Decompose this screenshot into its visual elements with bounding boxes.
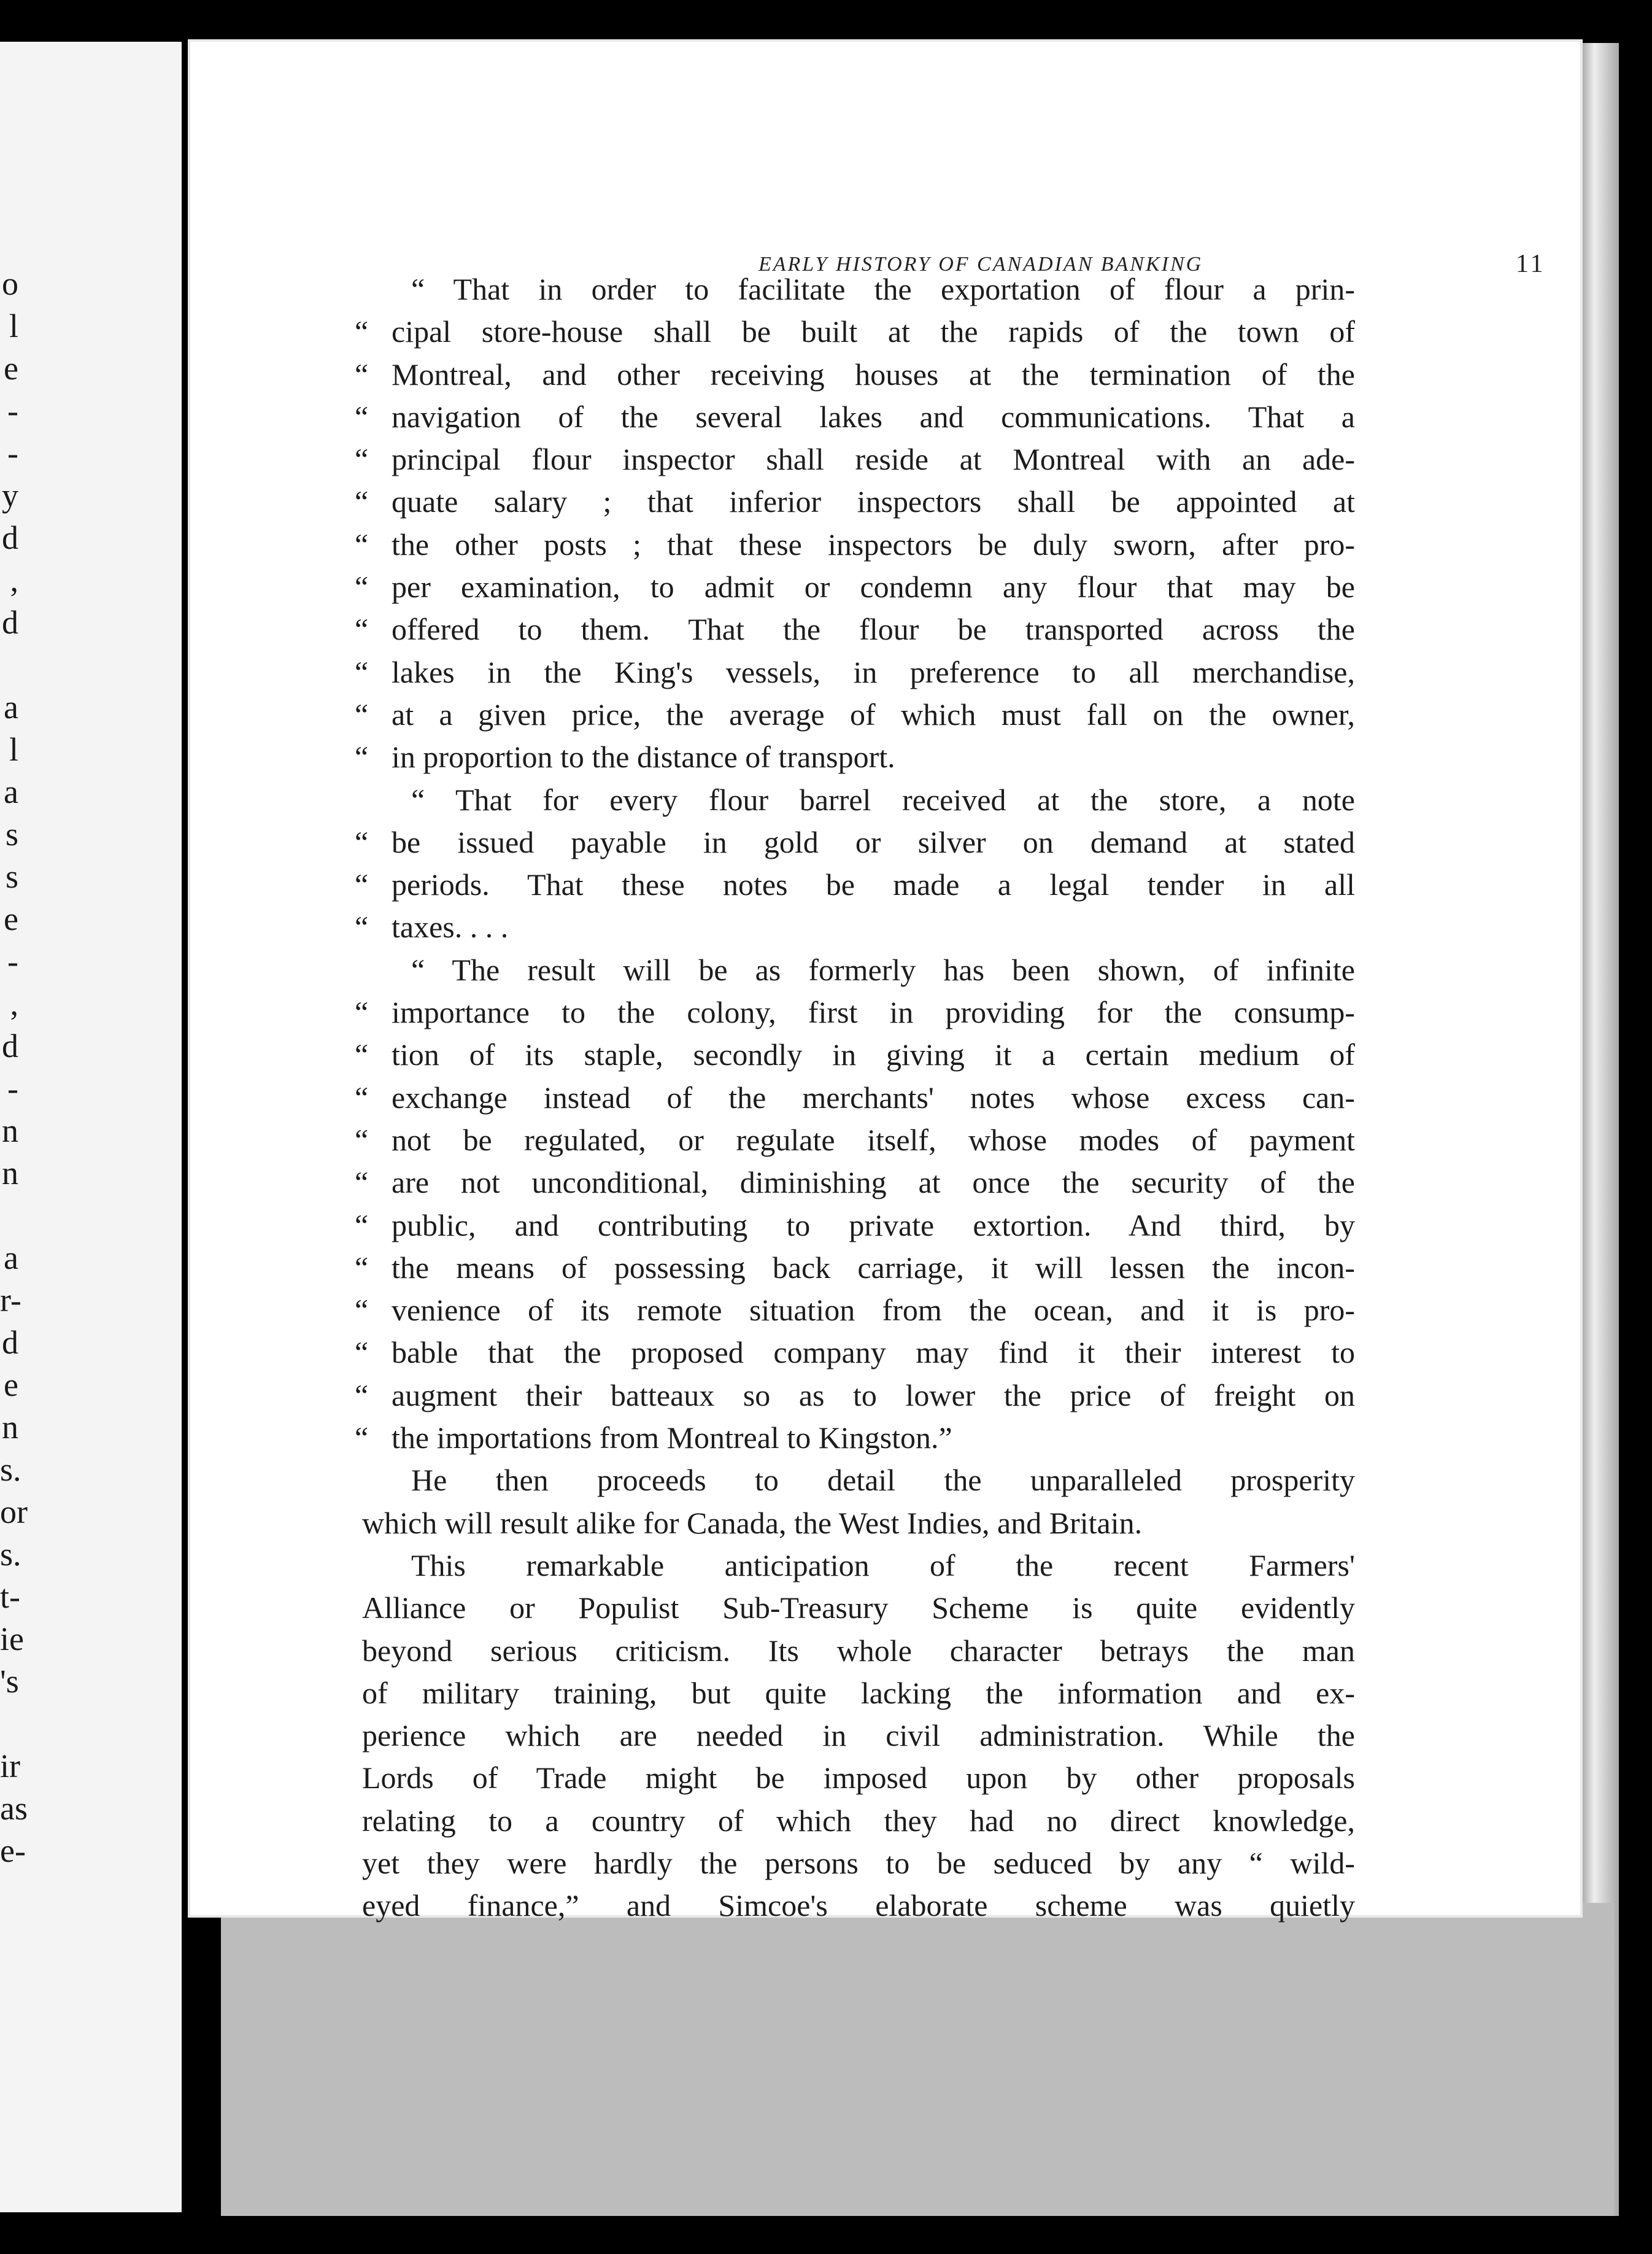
text-line [362,779,1355,821]
left-page-fragment: s [5,816,18,853]
line-text: which will result alike for Canada, the West Indies, and Britain. [362,1505,1143,1540]
left-page-fragment: s [5,858,18,895]
line-text: periods. That these notes be made a legal tender in all [392,867,1355,902]
line-text: Lords of Trade might be imposed upon by other proposals [362,1760,1355,1795]
text-line [355,1161,1355,1204]
quote-mark: “ [355,442,369,477]
left-page-fragment: y [2,477,18,514]
line-text: cipal store-house shall be built at the rapids of the town of [392,314,1355,349]
text-line [355,311,1355,353]
line-text: quate salary ; that inferior inspectors shall be appointed at [392,484,1355,519]
text-line [355,1417,1355,1459]
paragraph [355,949,1355,1460]
line-text: Montreal, and other receiving houses at the termination of the [392,357,1355,392]
paragraph [362,1544,1355,1927]
left-page-fragment: e [4,350,18,387]
quote-mark: “ [355,910,369,945]
left-page-fragment: e [4,1366,18,1403]
text-line [355,354,1355,396]
line-text: of military training, but quite lacking the information and ex- [362,1675,1355,1710]
left-page-edge [0,42,182,2212]
text-line [362,1630,1355,1672]
text-line [355,864,1355,906]
left-page-fragment: 's [0,1663,19,1700]
line-text: He then proceeds to detail the unparalleled prosperity [411,1463,1355,1498]
quote-mark: “ [355,1207,369,1242]
left-page-fragment: s. [0,1451,21,1488]
left-page-fragment: d [2,1324,18,1361]
quote-mark: “ [355,740,369,775]
line-text: the importations from Montreal to Kingston.” [392,1420,952,1455]
left-page-fragment: - [7,392,18,429]
line-text: in proportion to the distance of transport. [392,740,895,775]
text-line [355,906,1355,948]
text-line [355,566,1355,608]
left-page-fragment [0,1703,18,1745]
quote-mark: “ [355,1250,369,1285]
text-line [362,1502,1355,1544]
line-text: public, and contributing to private extortion. And third, by [392,1207,1355,1242]
line-text: lakes in the King's vessels, in preference to all merchandise, [392,654,1355,689]
quote-mark: “ [355,314,369,349]
text-line [355,524,1355,566]
text-line [362,1757,1355,1799]
line-text: relating to a country of which they had no direct knowledge, [362,1803,1355,1838]
text-line [355,396,1355,438]
line-text: offered to them. That the flour be transported across the [392,612,1355,647]
page-stack-bottom-edge [221,1903,1614,2216]
line-text: navigation of the several lakes and communications. That a [392,399,1355,434]
text-line [355,608,1355,651]
text-line [355,1077,1355,1119]
text-line [355,991,1355,1034]
line-text: importance to the colony, first in providing for the consump- [392,995,1355,1030]
left-page-fragment: d [2,604,18,641]
text-line [362,1587,1355,1629]
left-page-text-fragments [0,263,28,1872]
text-line [355,438,1355,481]
left-page-fragment: or [0,1493,28,1530]
text-line [355,736,1355,778]
text-line [362,1672,1355,1714]
text-line [355,1247,1355,1289]
quote-mark: “ [355,357,369,392]
line-text: perience which are needed in civil administration. While the [362,1718,1355,1753]
left-page-fragment: l [9,308,18,344]
left-page-fragment: as [0,1790,28,1827]
text-line [355,1034,1355,1076]
left-page-fragment: - [7,435,18,471]
text-line [362,1459,1355,1501]
line-text: tion of its staple, secondly in giving it a certain medium of [392,1037,1355,1072]
text-line [355,821,1355,864]
line-text: Alliance or Populist Sub-Treasury Scheme is quite evidently [362,1590,1355,1625]
line-text: venience of its remote situation from the ocean, and it is pro- [392,1293,1355,1328]
left-page-fragment: a [4,689,18,726]
left-page-fragment: n [2,1155,18,1191]
text-line [355,694,1355,736]
line-text: augment their batteaux so as to lower the price of freight on [392,1377,1355,1412]
line-text: beyond serious criticism. Its whole character betrays the man [362,1633,1355,1668]
left-page-fragment: e- [0,1832,26,1869]
body-text [355,268,1355,1927]
text-line [355,1119,1355,1161]
quote-mark: “ [355,1037,369,1072]
running-head: EARLY HISTORY OF CANADIAN BANKING [758,253,1203,276]
quote-mark: “ [355,1165,369,1200]
left-page-fragment [0,1195,18,1237]
left-page-fragment: d [2,1028,18,1064]
quote-mark: “ [355,697,369,732]
text-line [355,481,1355,523]
line-text: are not unconditional, diminishing at once the security of the [392,1165,1355,1200]
left-page-fragment: , [10,985,18,1022]
quote-mark: “ [355,570,369,605]
quote-mark: “ [355,484,369,519]
text-line [362,1842,1355,1884]
left-page-fragment: a [4,1239,18,1276]
text-line [355,1374,1355,1417]
line-text: “ The result will be as formerly has been shown, of infinite [411,952,1355,987]
quote-mark: “ [355,399,369,434]
line-text: not be regulated, or regulate itself, whose modes of payment [392,1122,1355,1157]
paragraph [362,1459,1355,1544]
line-text: yet they were hardly the persons to be seduced by any “ wild- [362,1845,1355,1880]
line-text: “ That in order to facilitate the exportation of flour a prin- [411,272,1355,306]
line-text: principal flour inspector shall reside at Montreal with an ade- [392,442,1355,477]
quote-mark: “ [355,1293,369,1328]
paragraph [355,779,1355,949]
line-text: be issued payable in gold or silver on demand at stated [392,824,1355,859]
left-page-fragment: ir [0,1748,20,1784]
left-page-fragment: ie [0,1621,24,1657]
left-page-fragment: r- [0,1282,21,1319]
quote-mark: “ [355,995,369,1030]
quote-mark: “ [355,612,369,647]
line-text: This remarkable anticipation of the recent Farmers' [411,1547,1355,1582]
text-line [355,1204,1355,1247]
left-page-fragment: n [2,1112,18,1149]
line-text: taxes. . . . [392,910,509,945]
quote-mark: “ [355,1335,369,1370]
text-line [362,1714,1355,1757]
quote-mark: “ [355,527,369,562]
text-line [355,651,1355,694]
left-page-fragment: n [2,1409,18,1446]
text-line [362,949,1355,991]
left-page-fragment: s. [0,1536,21,1573]
line-text: the other posts ; that these inspectors be duly sworn, after pro- [392,527,1355,562]
quote-mark: “ [355,654,369,689]
quote-mark: “ [355,867,369,902]
line-text: eyed finance,” and Simcoe's elaborate scheme was quietly [362,1888,1355,1923]
line-text: “ That for every flour barrel received at the store, a note [411,782,1355,817]
line-text: at a given price, the average of which must fall on the owner, [392,697,1355,732]
text-line [362,1800,1355,1842]
left-page-fragment [0,644,18,686]
page-number: 11 [1516,250,1546,278]
quote-mark: “ [355,824,369,859]
left-page-fragment: l [9,731,18,768]
text-line [362,268,1355,311]
quote-mark: “ [355,1122,369,1157]
left-page-fragment: - [7,1070,18,1107]
quote-mark: “ [355,1377,369,1412]
text-line [362,1544,1355,1587]
left-page-fragment: a [4,773,18,810]
left-page-fragment: e [4,900,18,937]
line-text: the means of possessing back carriage, it will lessen the incon- [392,1250,1355,1285]
text-line [355,1331,1355,1374]
text-line [362,1884,1355,1927]
line-text: per examination, to admit or condemn any flour that may be [392,570,1355,605]
left-page-fragment: d [2,519,18,556]
line-text: bable that the proposed company may find it their interest to [392,1335,1355,1370]
left-page-fragment: o [2,265,18,302]
quote-mark: “ [355,1420,369,1455]
line-text: exchange instead of the merchants' notes whose excess can- [392,1080,1355,1115]
paragraph [355,268,1355,779]
text-line [355,1289,1355,1331]
left-page-fragment: , [10,562,18,598]
quote-mark: “ [355,1080,369,1115]
left-page-fragment: t- [0,1578,20,1615]
left-page-fragment: - [7,943,18,980]
